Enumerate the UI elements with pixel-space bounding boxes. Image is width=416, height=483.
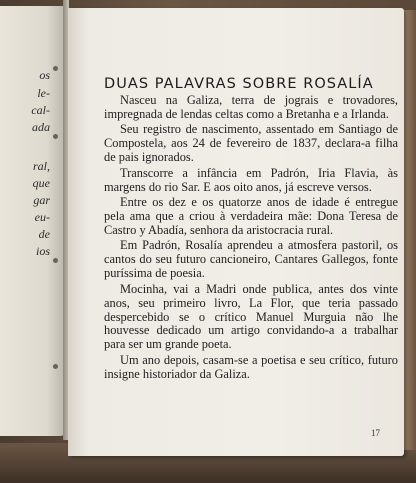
- binding-hole: [53, 258, 58, 263]
- binding-hole: [53, 134, 58, 139]
- left-page-fragment: ios: [35, 244, 50, 258]
- page-number: 17: [371, 428, 380, 438]
- body-text: [104, 94, 398, 383]
- left-page-fragment: de: [38, 227, 50, 241]
- left-page-fragment: que: [32, 176, 50, 190]
- left-page-fragment: eu-: [34, 210, 50, 224]
- page-title: DUAS PALAVRAS SOBRE ROSALÍA: [104, 76, 374, 92]
- paragraph: Nasceu na Galiza, terra de jograis e trovadores, impregnada de lendas celtas como a Bretanha e a Irlanda.: [104, 93, 398, 121]
- left-page-fragment: gar: [33, 193, 50, 207]
- book-cover-edge: [404, 10, 416, 450]
- left-page: [0, 6, 66, 436]
- paragraph: Mocinha, vai a Madri onde publica, antes dos vinte anos, seu primeiro livro, La Flor, que teria passado despercebido se o crítico Manuel Murguia não lhe houvesse dedicado um artigo convidando-a a trabalhar para ser um grande poeta.: [104, 281, 398, 352]
- binding-hole: [53, 364, 58, 369]
- left-page-fragment: os: [39, 68, 50, 82]
- book-page: [68, 8, 404, 456]
- paragraph: Um ano depois, casam-se a poetisa e seu crítico, futuro insigne historiador da Galiza.: [104, 352, 398, 381]
- binding-hole: [53, 66, 58, 71]
- paragraph: Entre os dez e os quatorze anos de idade é entregue pela ama que a criou à verdadeira mãe: Dona Teresa de Castro y Abadía, senhora da aristocracia rural.: [104, 195, 398, 237]
- left-page-fragment: ral,: [32, 159, 50, 173]
- left-page-fragment: cal-: [31, 103, 50, 117]
- paragraph: Em Padrón, Rosalía aprendeu a atmosfera pastoril, os cantos do seu futuro cancioneiro, Cantares Gallegos, fonte puríssima de poesia.: [104, 238, 398, 281]
- paragraph: Seu registro de nascimento, assentado em Santiago de Compostela, aos 24 de fevereiro de 1837, declara-a filha de pais ignorados.: [104, 122, 398, 165]
- paragraph: Transcorre a infância em Padrón, Iria Flavia, às margens do rio Sar. E aos oito anos, já escreve versos.: [104, 165, 398, 194]
- left-page-fragment: ada: [32, 120, 50, 134]
- left-page-fragment: le-: [37, 86, 50, 100]
